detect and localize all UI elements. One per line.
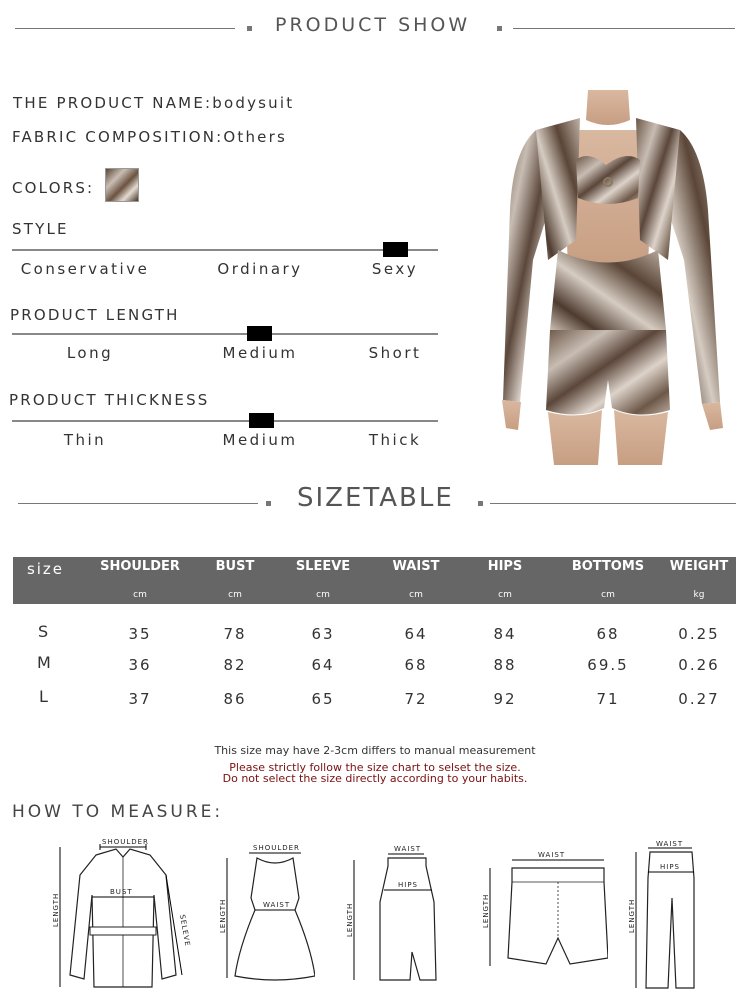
col-shoulder: SHOULDER [100, 559, 180, 574]
col-shoulder-unit: cm [133, 590, 147, 600]
divider-dot [497, 26, 502, 31]
fabric-label: FABRIC COMPOSITION: [12, 128, 224, 146]
jacket-shoulder-label: SHOULDER [102, 838, 149, 846]
col-hips-unit: cm [498, 590, 512, 600]
size-column-header: size [26, 560, 65, 578]
dress-waist-label: WAIST [263, 901, 291, 909]
colors-label: COLORS: [12, 179, 95, 197]
col-bottoms: BOTTOMS [571, 559, 645, 574]
length-label-long: Long [66, 344, 114, 362]
cell-shoulder: 35 [128, 625, 152, 643]
pants-waist-label: WAIST [656, 840, 684, 848]
cell-shoulder: 36 [128, 656, 152, 674]
divider-line [15, 28, 235, 29]
shorts-waist-label: WAIST [538, 851, 566, 859]
col-weight-unit: kg [693, 590, 705, 600]
col-sleeve-unit: cm [316, 590, 330, 600]
divider-line [490, 503, 736, 504]
cell-waist: 72 [404, 690, 428, 708]
cell-bust: 78 [223, 625, 247, 643]
product-show-title: PRODUCT SHOW [275, 14, 471, 36]
shorts-measure-figure [478, 848, 608, 973]
row-size: L [39, 687, 48, 706]
col-waist-unit: cm [409, 590, 423, 600]
cell-shoulder: 37 [128, 690, 152, 708]
col-bust: BUST [215, 559, 255, 574]
cell-bottoms: 71 [596, 690, 620, 708]
cell-sleeve: 63 [311, 625, 335, 643]
jacket-bust-label: BUST [110, 888, 133, 896]
jacket-sleeve-label: SELEVE [178, 913, 192, 948]
how-to-measure-title: HOW TO MEASURE: [12, 802, 224, 822]
style-marker [383, 242, 408, 257]
thickness-label-thick: Thick [368, 431, 422, 449]
col-sleeve: SLEEVE [295, 559, 351, 574]
pants-length-label: LENGTH [628, 898, 636, 933]
style-label-conservative: Conservative [20, 260, 150, 278]
fabric-row [12, 128, 287, 146]
product-show-header [0, 0, 750, 60]
skirt-length-label: LENGTH [346, 902, 354, 937]
cell-hips: 88 [493, 656, 517, 674]
col-bottoms-unit: cm [601, 590, 615, 600]
thickness-label-medium: Medium [222, 431, 298, 449]
sizetable-title: SIZETABLE [297, 483, 454, 513]
cell-bottoms: 69.5 [587, 656, 629, 674]
cell-sleeve: 65 [311, 690, 335, 708]
cell-hips: 84 [493, 625, 517, 643]
dress-length-label: LENGTH [219, 898, 227, 933]
length-title: PRODUCT LENGTH [10, 306, 180, 324]
divider-dot [478, 501, 483, 506]
col-bust-unit: cm [228, 590, 242, 600]
measurement-note: This size may have 2-3cm differs to manual measurement [214, 744, 536, 757]
cell-weight: 0.27 [678, 690, 720, 708]
style-label-ordinary: Ordinary [217, 260, 303, 278]
cell-waist: 68 [404, 656, 428, 674]
jacket-length-label: LENGTH [52, 892, 60, 927]
cell-weight: 0.25 [678, 625, 720, 643]
col-hips: HIPS [487, 559, 523, 574]
product-name-value: bodysuit [212, 94, 295, 112]
skirt-measure-figure [340, 842, 440, 987]
row-size: M [37, 653, 51, 672]
cell-weight: 0.26 [678, 656, 720, 674]
divider-dot [266, 501, 271, 506]
skirt-waist-label: WAIST [394, 845, 422, 853]
size-warning-line2: Do not select the size directly according to your habits. [222, 772, 528, 785]
shorts-length-label: LENGTH [482, 893, 490, 928]
product-name-row [13, 94, 294, 112]
length-label-medium: Medium [222, 344, 298, 362]
thickness-scale-line [12, 420, 438, 422]
length-scale-line [12, 333, 438, 335]
size-table-header [13, 557, 736, 604]
style-label-sexy: Sexy [371, 260, 419, 278]
cell-hips: 92 [493, 690, 517, 708]
divider-line [513, 28, 735, 29]
pants-hips-label: HIPS [660, 863, 680, 871]
jacket-measure-figure [48, 835, 198, 995]
row-size: S [38, 622, 49, 641]
dress-measure-figure [215, 838, 315, 993]
style-title: STYLE [12, 220, 69, 238]
cell-bust: 86 [223, 690, 247, 708]
pants-measure-figure [622, 838, 702, 993]
length-marker [247, 326, 272, 341]
cell-waist: 64 [404, 625, 428, 643]
dress-shoulder-label: SHOULDER [253, 844, 300, 852]
col-weight: WEIGHT [669, 559, 729, 574]
thickness-marker [249, 413, 274, 428]
product-photo[interactable] [488, 90, 728, 465]
product-name-label: THE PRODUCT NAME: [13, 94, 213, 112]
cell-sleeve: 64 [311, 656, 335, 674]
divider-dot [247, 26, 252, 31]
thickness-title: PRODUCT THICKNESS [9, 391, 210, 409]
skirt-hips-label: HIPS [398, 881, 418, 889]
col-waist: WAIST [392, 559, 440, 574]
cell-bottoms: 68 [596, 625, 620, 643]
length-label-short: Short [368, 344, 422, 362]
fabric-value: Others [223, 128, 287, 146]
style-scale-line [12, 249, 438, 251]
color-swatch[interactable] [105, 168, 139, 202]
bodysuit-illustration [488, 90, 728, 465]
size-warning-line1: Please strictly follow the size chart to selset the size. [229, 761, 521, 774]
thickness-label-thin: Thin [63, 431, 107, 449]
cell-bust: 82 [223, 656, 247, 674]
divider-line [18, 503, 258, 504]
